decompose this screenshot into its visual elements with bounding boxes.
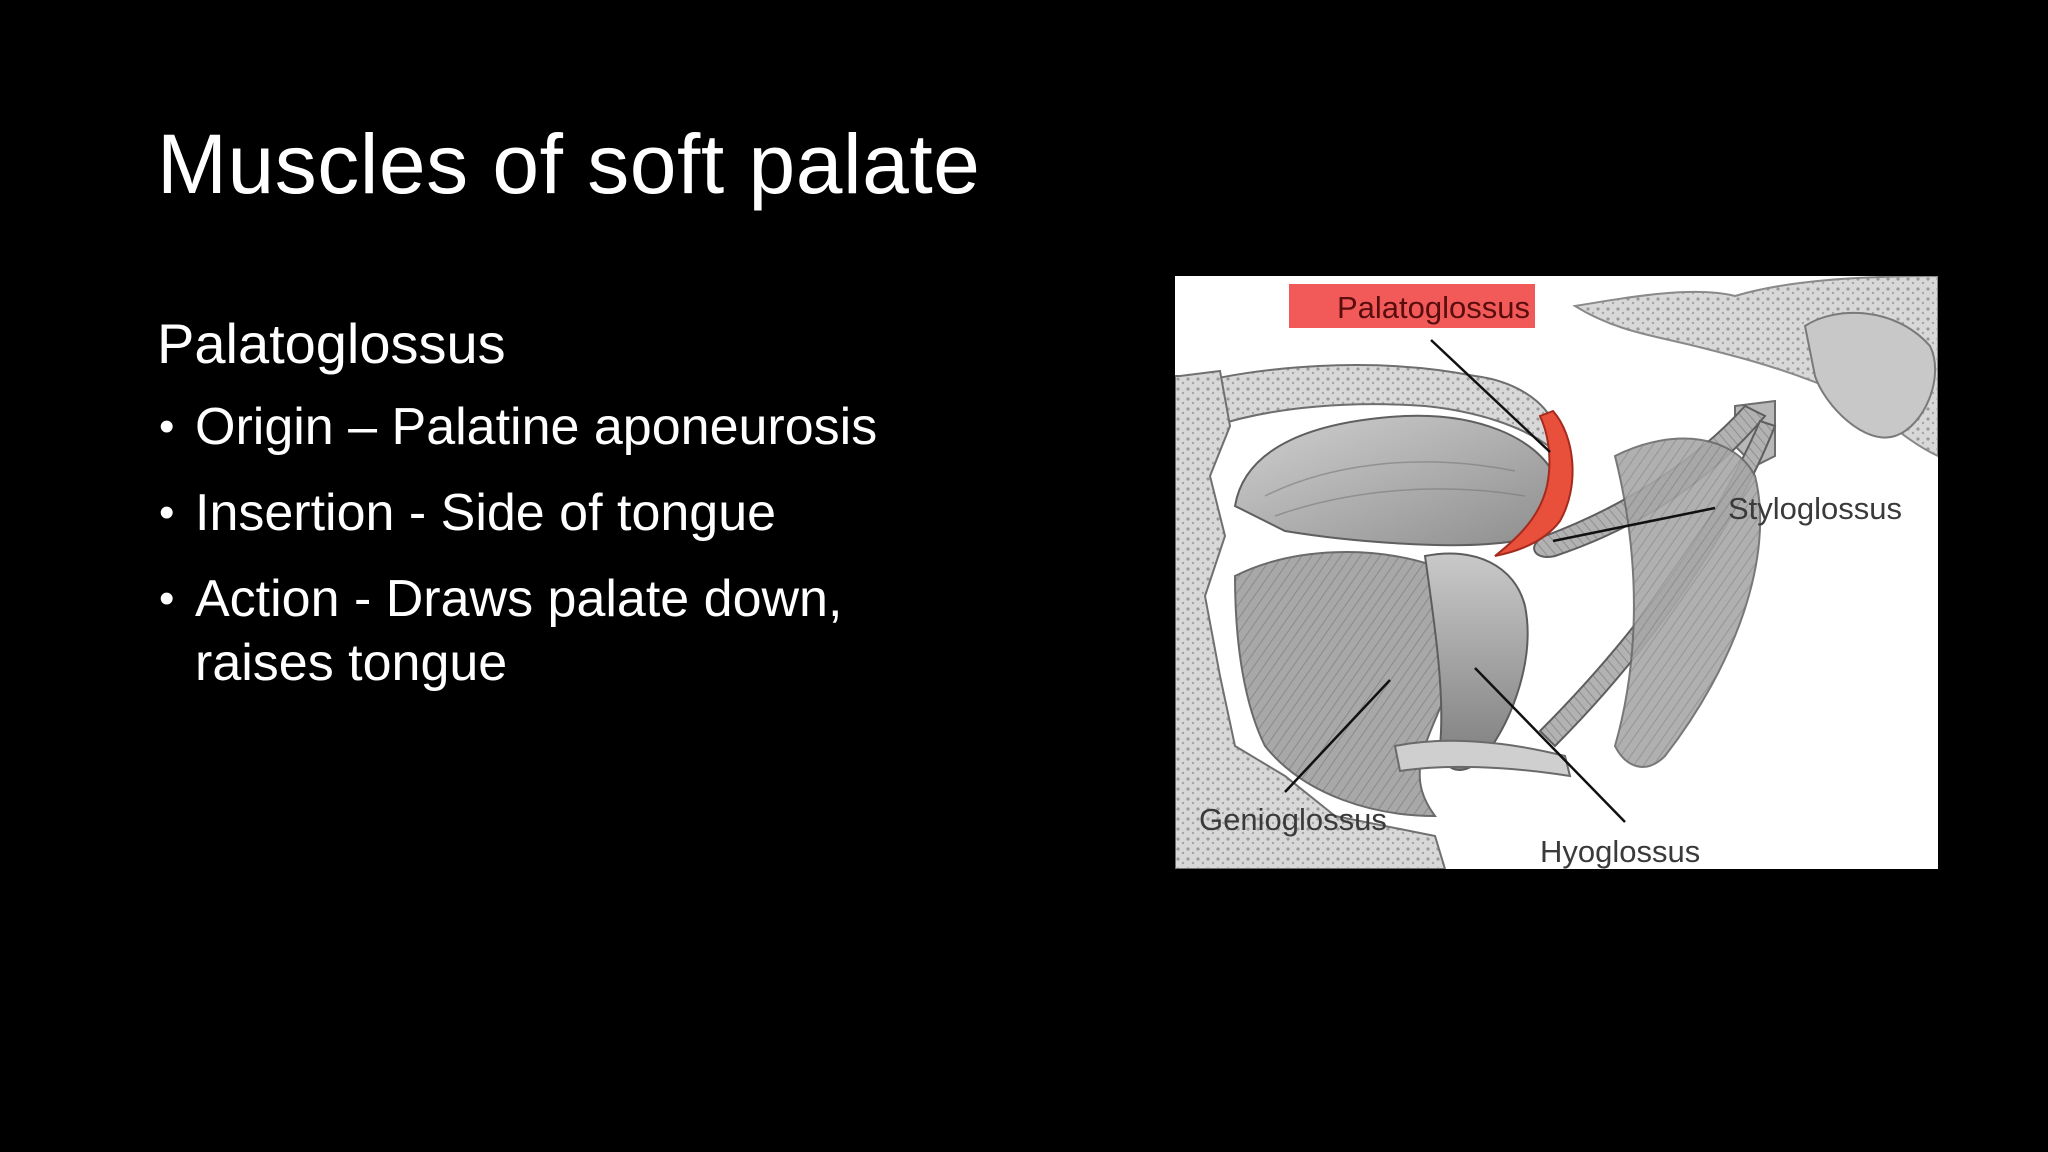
bullet-list [157,395,1057,695]
tongue-shape [1235,416,1556,545]
anatomy-illustration [1175,276,1938,869]
label-genioglossus: Genioglossus [1199,802,1387,837]
slide-content [157,310,1057,717]
bullet-dot-icon: • [159,488,175,538]
hyoglossus-muscle [1425,553,1528,769]
label-hyoglossus: Hyoglossus [1540,834,1701,869]
label-styloglossus: Styloglossus [1728,491,1903,526]
subheading: Palatoglossus [157,312,506,375]
slide-title: Muscles of soft palate [157,117,981,211]
anatomy-figure [1175,276,1938,869]
bullet-item-action [157,567,1057,695]
mastoid-shape [1805,313,1935,438]
bullet-dot-icon: • [159,402,175,452]
bullet-item-insertion [157,481,1057,545]
bullet-text: Origin – Palatine aponeurosis [195,398,878,457]
bullet-dot-icon: • [159,574,175,624]
pharynx-muscle [1615,439,1760,767]
hyoid-bone-shape [1395,741,1570,776]
bullet-text: Action - Draws palate down, [195,570,843,629]
bullet-item-origin [157,395,1057,459]
bullet-text-continued: raises tongue [195,634,508,693]
bullet-text: Insertion - Side of tongue [195,484,777,543]
label-palatoglossus: Palatoglossus [1337,290,1531,325]
